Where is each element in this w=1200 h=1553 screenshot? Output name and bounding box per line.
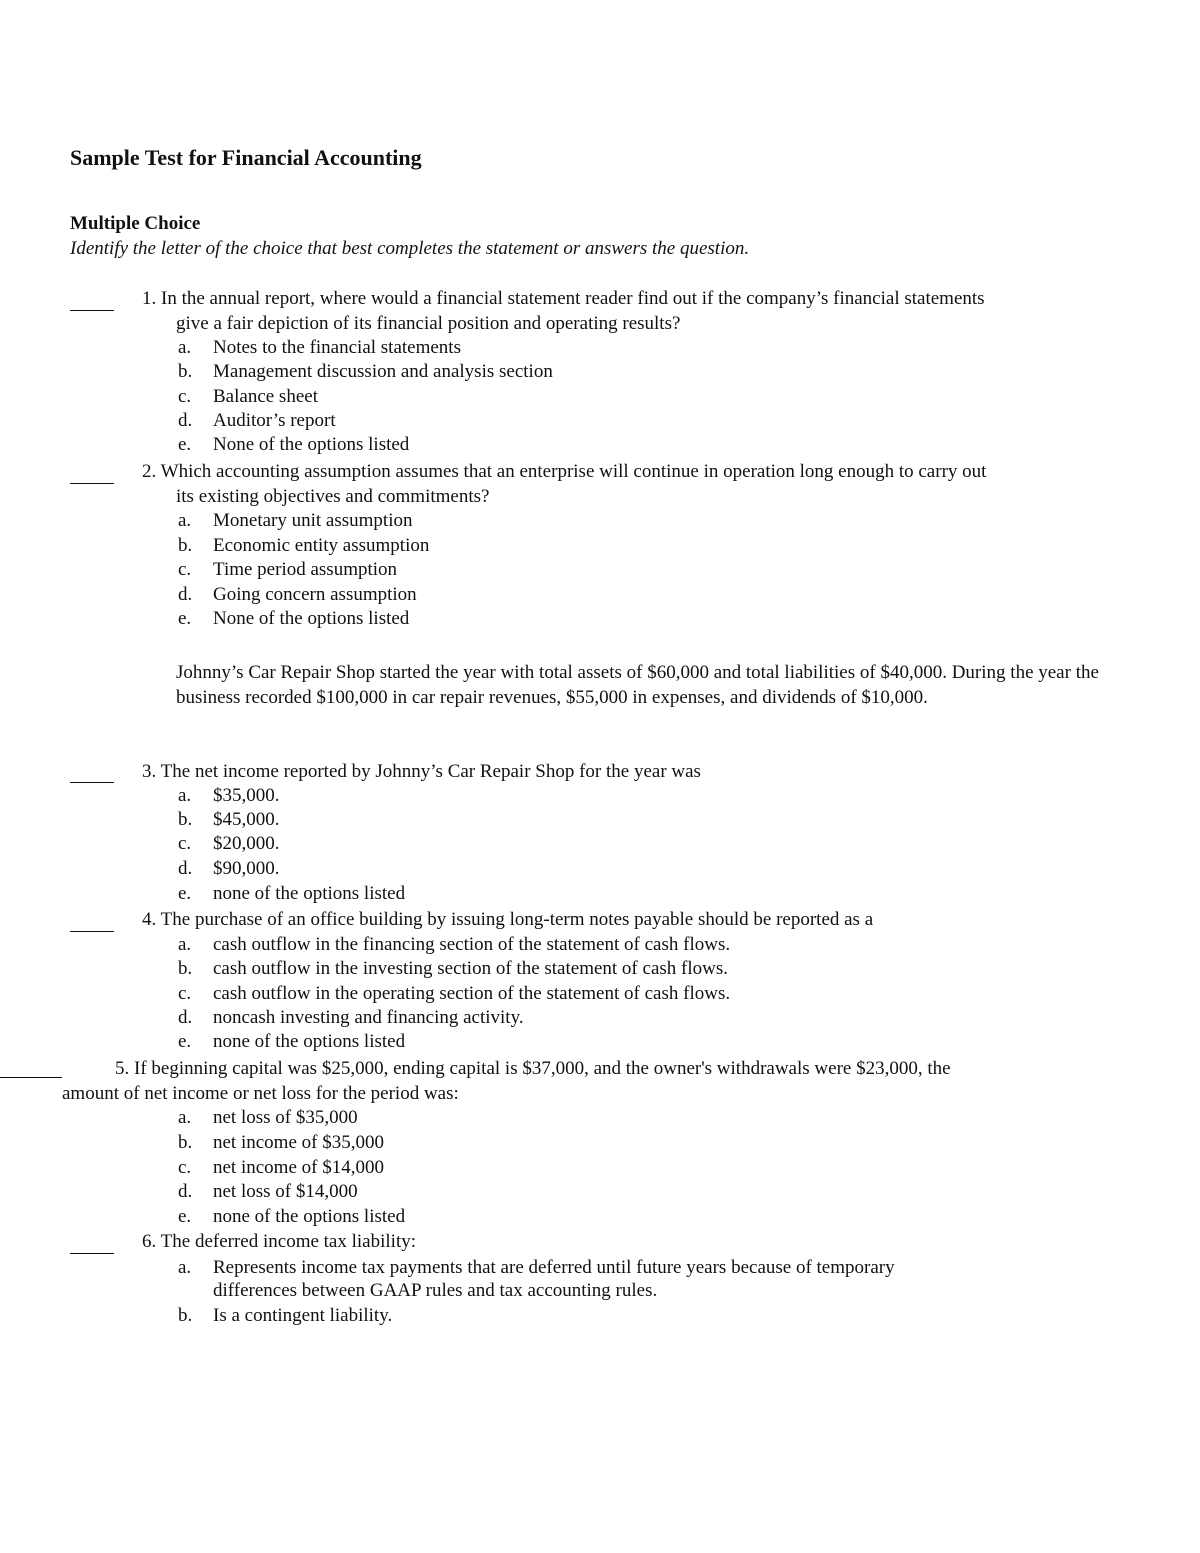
option-text: net loss of $14,000 bbox=[213, 1181, 358, 1202]
option-letter: c. bbox=[178, 983, 192, 1004]
option-text: Time period assumption bbox=[213, 559, 398, 580]
option-letter: b. bbox=[178, 809, 193, 830]
option-text: net income of $14,000 bbox=[213, 1157, 384, 1178]
option-text: none of the options listed bbox=[213, 1031, 406, 1052]
answer-blank[interactable] bbox=[0, 1077, 62, 1078]
option-letter: e. bbox=[178, 1206, 192, 1227]
instructions: Identify the letter of the choice that best completes the statement or answers the question. bbox=[70, 238, 750, 259]
option-letter: d. bbox=[178, 1007, 193, 1028]
option-letter: b. bbox=[178, 361, 193, 382]
option-letter: d. bbox=[178, 1181, 193, 1202]
answer-blank[interactable] bbox=[70, 310, 114, 311]
option-letter: a. bbox=[178, 785, 192, 806]
option-text: None of the options listed bbox=[213, 434, 410, 455]
section-heading: Multiple Choice bbox=[70, 213, 201, 234]
option-text: Is a contingent liability. bbox=[213, 1305, 393, 1326]
question-text: 1. In the annual report, where would a financial statement reader find out if the company’s financial statements bbox=[142, 288, 985, 309]
question-text-continued: its existing objectives and commitments? bbox=[176, 486, 490, 507]
option-text: Management discussion and analysis section bbox=[213, 361, 553, 382]
option-text: $20,000. bbox=[213, 833, 280, 854]
option-letter: d. bbox=[178, 584, 193, 605]
option-letter: b. bbox=[178, 1305, 193, 1326]
option-letter: c. bbox=[178, 833, 192, 854]
option-text: $35,000. bbox=[213, 785, 280, 806]
answer-blank[interactable] bbox=[70, 782, 114, 783]
question-text: 2. Which accounting assumption assumes that an enterprise will continue in operation long enough to carry out bbox=[142, 461, 987, 482]
option-letter: c. bbox=[178, 386, 192, 407]
option-text: Monetary unit assumption bbox=[213, 510, 413, 531]
option-text: Auditor’s report bbox=[213, 410, 336, 431]
option-letter: c. bbox=[178, 559, 192, 580]
option-text: cash outflow in the operating section of the statement of cash flows. bbox=[213, 983, 731, 1004]
option-letter: a. bbox=[178, 1107, 192, 1128]
option-text: $45,000. bbox=[213, 809, 280, 830]
answer-blank[interactable] bbox=[70, 1253, 114, 1254]
option-text: cash outflow in the financing section of the statement of cash flows. bbox=[213, 934, 731, 955]
option-letter: a. bbox=[178, 1257, 192, 1278]
option-letter: e. bbox=[178, 1031, 192, 1052]
option-text: Represents income tax payments that are deferred until future years because of temporary bbox=[213, 1257, 895, 1278]
question-text: 6. The deferred income tax liability: bbox=[142, 1231, 416, 1252]
question-text: 4. The purchase of an office building by issuing long-term notes payable should be reported as a bbox=[142, 909, 874, 930]
option-letter: d. bbox=[178, 858, 193, 879]
question-text: 3. The net income reported by Johnny’s Car Repair Shop for the year was bbox=[142, 761, 701, 782]
option-letter: b. bbox=[178, 535, 193, 556]
option-text: cash outflow in the investing section of the statement of cash flows. bbox=[213, 958, 728, 979]
option-letter: c. bbox=[178, 1157, 192, 1178]
option-text: none of the options listed bbox=[213, 883, 406, 904]
option-letter: e. bbox=[178, 883, 192, 904]
question-text-continued: amount of net income or net loss for the period was: bbox=[62, 1083, 459, 1104]
option-text: Going concern assumption bbox=[213, 584, 417, 605]
option-text: Balance sheet bbox=[213, 386, 318, 407]
option-text: Economic entity assumption bbox=[213, 535, 430, 556]
question-text-continued: give a fair depiction of its financial position and operating results? bbox=[176, 313, 681, 334]
option-text: $90,000. bbox=[213, 858, 280, 879]
option-letter: b. bbox=[178, 1132, 193, 1153]
option-text: net income of $35,000 bbox=[213, 1132, 384, 1153]
question-text: 5. If beginning capital was $25,000, ending capital is $37,000, and the owner's withdrawals were $23,000, the bbox=[115, 1058, 951, 1079]
answer-blank[interactable] bbox=[70, 483, 114, 484]
option-text: None of the options listed bbox=[213, 608, 410, 629]
option-text-continued: differences between GAAP rules and tax accounting rules. bbox=[213, 1280, 658, 1301]
option-text: Notes to the financial statements bbox=[213, 337, 461, 358]
option-text: none of the options listed bbox=[213, 1206, 406, 1227]
answer-blank[interactable] bbox=[70, 931, 114, 932]
option-text: net loss of $35,000 bbox=[213, 1107, 358, 1128]
option-letter: d. bbox=[178, 410, 193, 431]
option-letter: a. bbox=[178, 337, 192, 358]
page-title: Sample Test for Financial Accounting bbox=[70, 145, 422, 170]
option-letter: e. bbox=[178, 608, 192, 629]
option-letter: b. bbox=[178, 958, 193, 979]
option-letter: a. bbox=[178, 934, 192, 955]
option-letter: a. bbox=[178, 510, 192, 531]
option-text: noncash investing and financing activity. bbox=[213, 1007, 524, 1028]
scenario-paragraph: Johnny’s Car Repair Shop started the year with total assets of $60,000 and total liabilities of $40,000. During the year the business recorded $100,000 in car repair revenues, $55,000 in expenses, and dividends of $10,000. bbox=[176, 662, 1099, 708]
option-letter: e. bbox=[178, 434, 192, 455]
